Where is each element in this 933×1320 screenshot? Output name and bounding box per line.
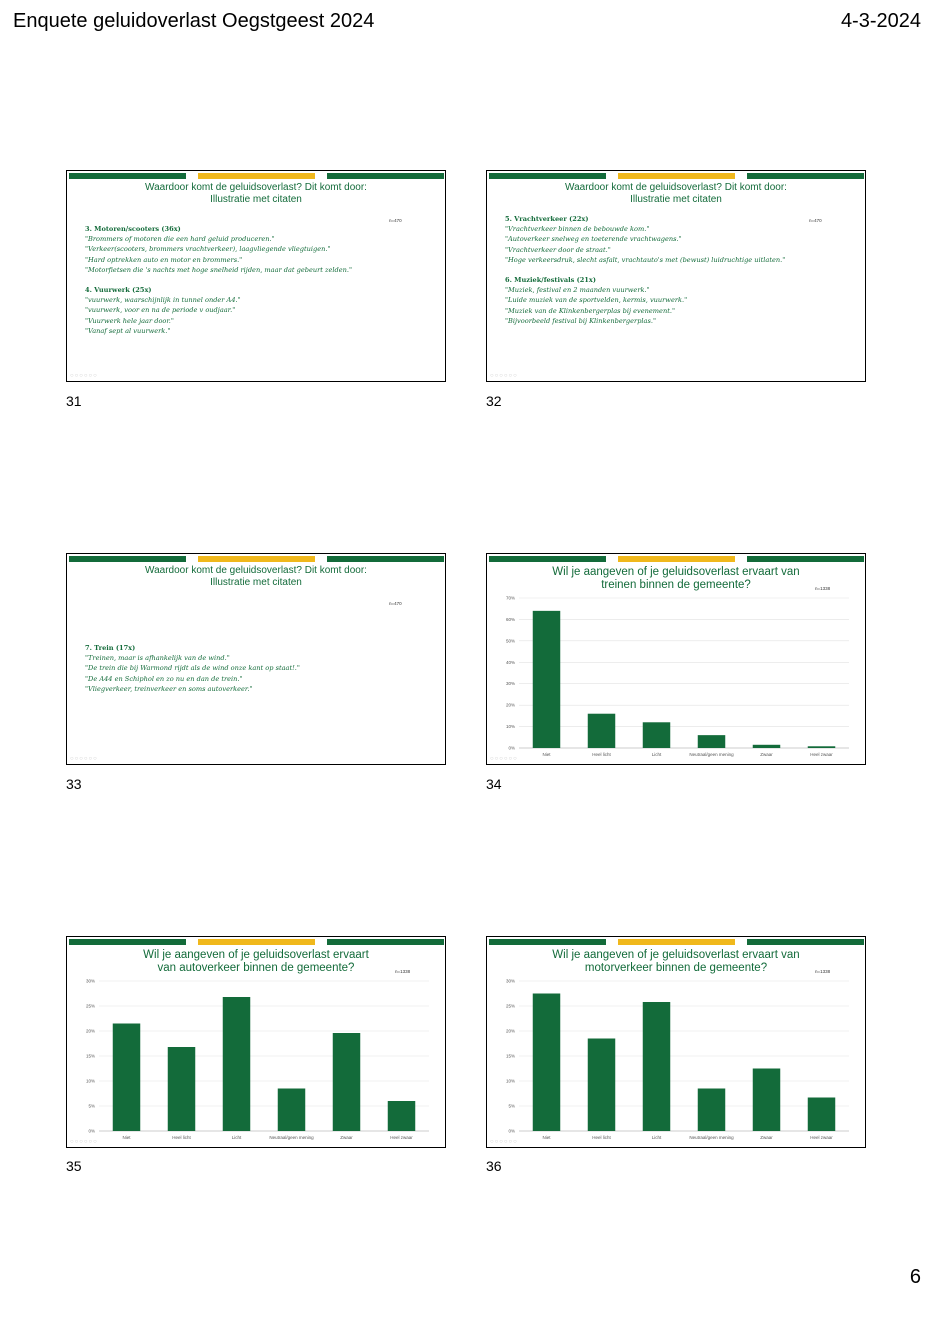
y-tick-label: 50% xyxy=(505,638,515,644)
slide-35 xyxy=(66,936,446,1148)
bar xyxy=(588,714,616,748)
document-title: Enquete geluidoverlast Oegstgeest 2024 xyxy=(13,10,375,32)
quote: "Muziek, festival en 2 maanden vuurwerk." xyxy=(505,286,650,295)
y-tick-label: 10% xyxy=(505,724,515,730)
footer-icons: ○○○○○○ xyxy=(490,756,518,762)
x-tick-label: Niet xyxy=(542,752,551,757)
quote: "Motorfietsen die 's nachts met hoge snelheid rijden, maar dat gebeurt zelden." xyxy=(85,265,353,274)
bar xyxy=(588,1039,616,1132)
quote: "vuurwerk, waarschijnlijk in tunnel onder A4." xyxy=(85,296,241,305)
sample-size: n=470 xyxy=(809,218,822,223)
quote: "De A44 en Schiphol en zo nu en dan de trein." xyxy=(85,674,243,683)
section-heading: 6. Muziek/festivals (21x) xyxy=(505,276,596,285)
y-tick-label: 25% xyxy=(85,1003,95,1009)
bar xyxy=(698,735,726,748)
slide-number: 32 xyxy=(486,393,502,409)
bar-chart-treinen xyxy=(487,554,866,765)
slide-36 xyxy=(486,936,866,1148)
y-tick-label: 0% xyxy=(88,1128,95,1134)
quotes-block xyxy=(505,214,855,326)
x-tick-label: Heel zwaar xyxy=(390,1135,413,1140)
page-number: 6 xyxy=(909,1266,921,1288)
quotes-block xyxy=(85,224,435,336)
quote: "Vrachtverkeer binnen de bebouwde kom." xyxy=(505,225,650,234)
bar-chart-autoverkeer xyxy=(67,937,446,1148)
y-tick-label: 15% xyxy=(505,1053,515,1059)
footer-icons: ○○○○○○ xyxy=(70,756,98,762)
y-tick-label: 20% xyxy=(505,702,515,708)
bar xyxy=(753,1069,781,1132)
slide-number: 34 xyxy=(486,776,502,792)
section-heading: 5. Vrachtverkeer (22x) xyxy=(505,215,589,223)
slide-number: 33 xyxy=(66,776,82,792)
slide-title: Waardoor komt de geluidsoverlast? Dit komt door: Illustratie met citaten xyxy=(565,182,787,205)
sample-size: n=1338 xyxy=(395,969,411,974)
quote: "Vuurwerk hele jaar door." xyxy=(85,316,174,325)
bar xyxy=(808,1098,836,1132)
slide-title: Waardoor komt de geluidsoverlast? Dit komt door: Illustratie met citaten xyxy=(145,565,367,588)
bar xyxy=(643,1002,671,1131)
slide-title: Wil je aangeven of je geluidsoverlast ervaart van treinen binnen de gemeente? xyxy=(552,566,800,591)
quote: "Autoverkeer snelweg en toeterende vrachtwagens." xyxy=(505,235,682,244)
document-date: 4-3-2024 xyxy=(840,10,921,32)
bar xyxy=(113,1024,141,1132)
slide-33 xyxy=(66,553,446,765)
footer-icons: ○○○○○○ xyxy=(490,1139,518,1145)
x-tick-label: Licht xyxy=(651,1135,662,1140)
x-tick-label: Niet xyxy=(542,1135,551,1140)
y-tick-label: 5% xyxy=(88,1103,95,1109)
y-tick-label: 10% xyxy=(505,1078,515,1084)
bar xyxy=(278,1089,306,1132)
bar xyxy=(533,611,561,748)
bar xyxy=(168,1047,196,1131)
slide-34 xyxy=(486,553,866,765)
bar xyxy=(808,746,836,748)
y-tick-label: 15% xyxy=(85,1053,95,1059)
x-tick-label: Heel zwaar xyxy=(810,752,833,757)
x-tick-label: Licht xyxy=(651,752,662,757)
quote: "Treinen, maar is afhankelijk van de wind." xyxy=(85,654,230,663)
quote: "De trein die bij Warmond rijdt als de wind onze kant op staat!." xyxy=(85,664,300,673)
slide-header-bars xyxy=(487,173,865,179)
y-tick-label: 30% xyxy=(505,681,515,687)
slide-title: Wil je aangeven of je geluidsoverlast ervaart van autoverkeer binnen de gemeente? xyxy=(143,949,369,974)
quote: "Brommers of motoren die een hard geluid produceren." xyxy=(85,235,275,244)
sample-size: n=1338 xyxy=(815,969,831,974)
slide-31 xyxy=(66,170,446,382)
bar xyxy=(223,997,251,1131)
y-tick-label: 40% xyxy=(505,659,515,665)
x-tick-label: Neutraal/geen mening xyxy=(689,1135,734,1140)
sample-size: n=470 xyxy=(389,601,402,606)
quote: "Luide muziek van de sportvelden, kermis, vuurwerk." xyxy=(505,296,688,305)
x-tick-label: Neutraal/geen mening xyxy=(269,1135,314,1140)
x-tick-label: Zwaar xyxy=(760,752,773,757)
y-tick-label: 60% xyxy=(505,616,515,622)
x-tick-label: Heel licht xyxy=(592,752,611,757)
slide-number: 31 xyxy=(66,393,82,409)
y-tick-label: 30% xyxy=(85,978,95,984)
quote: "Hoge verkeersdruk, slecht asfalt, vrachtauto's met (bewust) luidruchtige uitlaten." xyxy=(505,255,786,264)
bar xyxy=(643,722,671,748)
slide-32 xyxy=(486,170,866,382)
quote: "Verkeer(scooters, brommers vrachtverkeer), laagvliegende vliegtuigen." xyxy=(85,245,331,254)
quote: "Vrachtverkeer door de straat." xyxy=(505,245,611,254)
x-tick-label: Niet xyxy=(122,1135,131,1140)
y-tick-label: 30% xyxy=(505,978,515,984)
bar xyxy=(698,1089,726,1132)
y-tick-label: 0% xyxy=(508,1128,515,1134)
x-tick-label: Zwaar xyxy=(760,1135,773,1140)
y-tick-label: 20% xyxy=(85,1028,95,1034)
bar-chart-motorverkeer xyxy=(487,937,866,1148)
bar xyxy=(388,1101,416,1131)
slide-title: Wil je aangeven of je geluidsoverlast ervaart van motorverkeer binnen de gemeente? xyxy=(552,949,800,974)
footer-icons: ○○○○○○ xyxy=(70,1139,98,1145)
slide-header-bars xyxy=(67,556,445,562)
quote: "Muziek van de Klinkenbergerplas bij evenement." xyxy=(505,306,675,315)
footer-icons: ○○○○○○ xyxy=(490,373,518,379)
y-tick-label: 0% xyxy=(508,745,515,751)
quote: "vuurwerk, voor en na de periode v oudjaar." xyxy=(85,306,236,315)
y-tick-label: 5% xyxy=(508,1103,515,1109)
quotes-block xyxy=(85,643,435,694)
y-tick-label: 10% xyxy=(85,1078,95,1084)
sample-size: n=470 xyxy=(389,218,402,223)
sample-size: n=1338 xyxy=(815,586,831,591)
quote: "Hard optrekken auto en motor en brommers." xyxy=(85,255,243,264)
x-tick-label: Neutraal/geen mening xyxy=(689,752,734,757)
quote: "Vanaf sept al vuurwerk." xyxy=(85,326,171,335)
slide-number: 36 xyxy=(486,1158,502,1174)
section-heading: 7. Trein (17x) xyxy=(85,644,136,652)
slide-number: 35 xyxy=(66,1158,82,1174)
bar xyxy=(333,1033,361,1131)
slide-title: Waardoor komt de geluidsoverlast? Dit komt door: Illustratie met citaten xyxy=(145,182,367,205)
section-heading: 4. Vuurwerk (25x) xyxy=(85,286,152,295)
bar xyxy=(753,745,781,748)
y-tick-label: 70% xyxy=(505,595,515,601)
x-tick-label: Heel licht xyxy=(592,1135,611,1140)
slide-header-bars xyxy=(67,173,445,179)
section-heading: 3. Motoren/scooters (36x) xyxy=(85,225,181,233)
footer-icons: ○○○○○○ xyxy=(70,373,98,379)
y-tick-label: 20% xyxy=(505,1028,515,1034)
bar xyxy=(533,994,561,1132)
x-tick-label: Heel zwaar xyxy=(810,1135,833,1140)
quote: "Bijvoorbeeld festival bij Klinkenbergerplas." xyxy=(505,316,656,325)
x-tick-label: Heel licht xyxy=(172,1135,191,1140)
quote: "Vliegverkeer, treinverkeer en soms autoverkeer." xyxy=(85,684,253,693)
y-tick-label: 25% xyxy=(505,1003,515,1009)
x-tick-label: Zwaar xyxy=(340,1135,353,1140)
x-tick-label: Licht xyxy=(231,1135,242,1140)
